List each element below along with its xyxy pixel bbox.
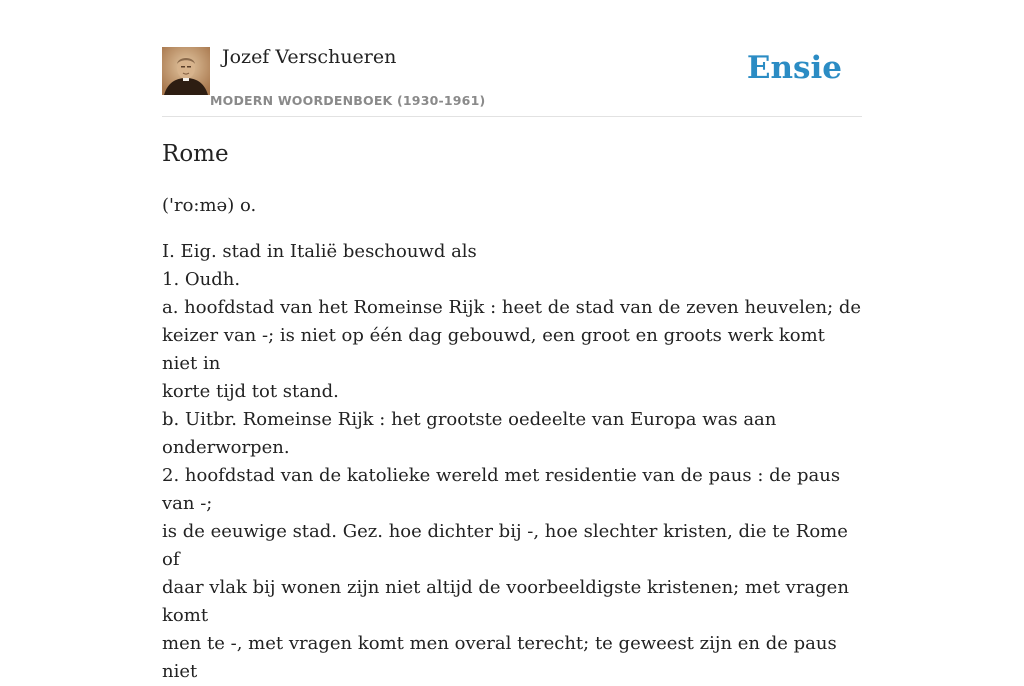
definition-line: 2. hoofdstad van de katolieke wereld met residentie van de paus : de paus van -; (162, 465, 841, 514)
author-portrait-icon (162, 47, 210, 95)
definition-line: b. Uitbr. Romeinse Rijk : het grootste oedeelte van Europa was aan onderworpen. (162, 409, 777, 458)
header (162, 40, 862, 117)
author-name[interactable]: Jozef Verschueren (222, 46, 397, 68)
definition-line: I. Eig. stad in Italië beschouwd als (162, 241, 477, 262)
author-avatar[interactable] (162, 47, 210, 95)
entry-definition (162, 238, 862, 686)
ensie-logo[interactable]: Ensie (746, 50, 842, 86)
definition-line: 1. Oudh. (162, 269, 241, 290)
definition-line: men te -, met vragen komt men overal terecht; te geweest zijn en de paus niet (162, 633, 837, 682)
entry-content (162, 138, 862, 686)
entry-title: Rome (162, 141, 229, 167)
dictionary-source[interactable]: MODERN WOORDENBOEK (1930-1961) (210, 93, 486, 108)
definition-line: daar vlak bij wonen zijn niet altijd de voorbeeldigste kristenen; met vragen komt (162, 577, 849, 626)
entry-pronunciation: ('ro:mə) o. (162, 195, 257, 216)
definition-line: is de eeuwige stad. Gez. hoe dichter bij -, hoe slechter kristen, die te Rome of (162, 521, 848, 570)
definition-line: keizer van -; is niet op één dag gebouwd, een groot en groots werk komt niet in (162, 325, 825, 374)
definition-line: korte tijd tot stand. (162, 381, 339, 402)
definition-line: a. hoofdstad van het Romeinse Rijk : heet de stad van de zeven heuvelen; de (162, 297, 862, 318)
